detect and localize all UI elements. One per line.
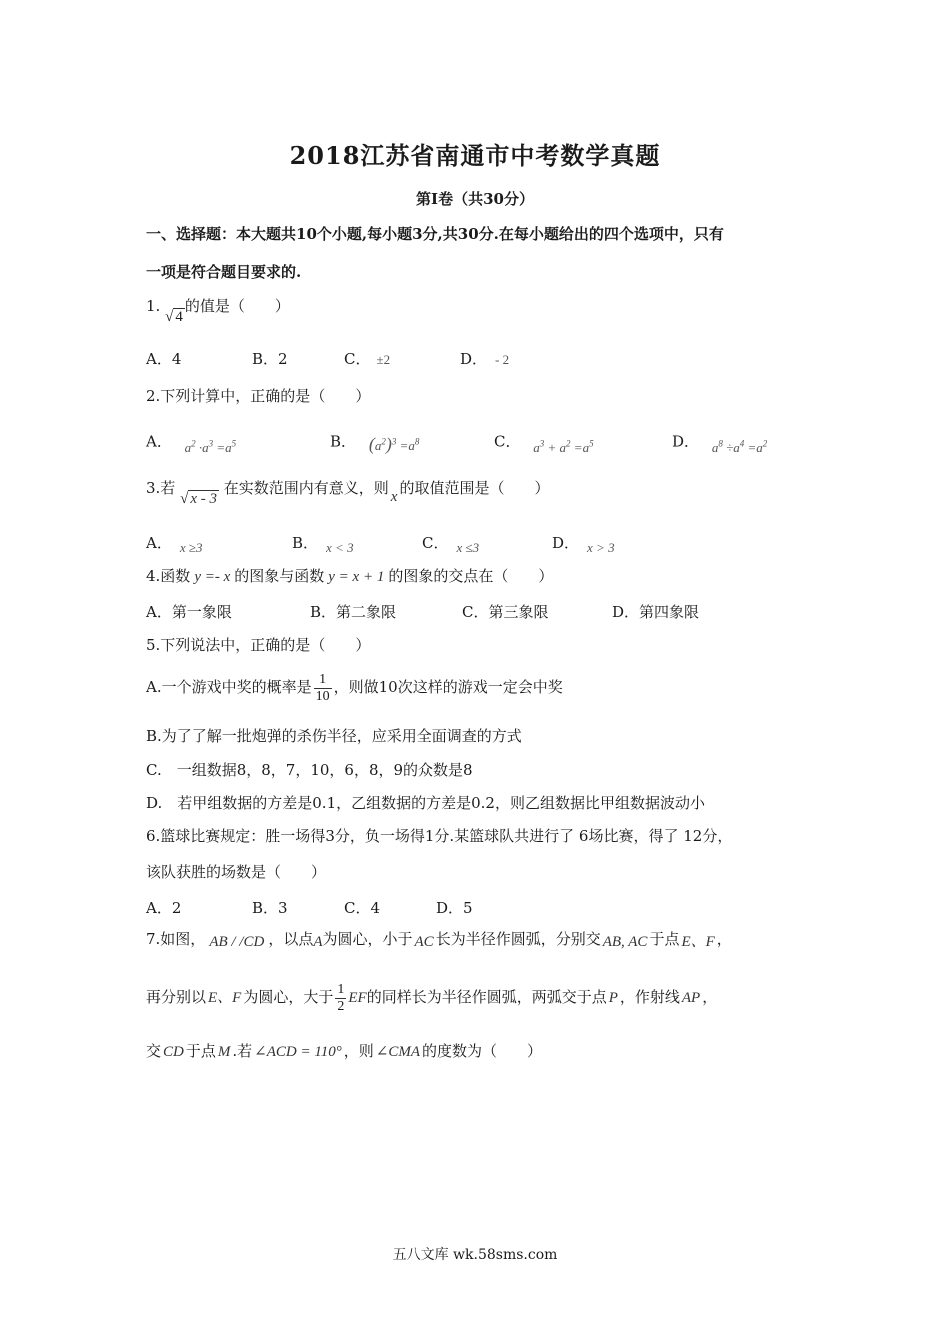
question-3-option-c: C． x ≤3 — [422, 534, 480, 555]
fraction: $\frac{1}{10}$ — [315, 671, 330, 704]
question-1-option-d: D． - 2 — [460, 350, 510, 368]
question-6-option-b: B．3 — [252, 899, 288, 917]
question-3-option-d: D． x > 3 — [552, 534, 615, 555]
question-5-option-a: A.一个游戏中奖的概率是 $\frac{1}{10}$ ，则做10次这样的游戏一定会中奖 — [146, 671, 563, 704]
section-instruction-line1: 一、选择题：本大题共10个小题,每小题3分,共30分.在每小题给出的四个选项中，只有 — [146, 225, 724, 243]
question-6-stem-line2: 该队获胜的场数是（ ） — [146, 863, 327, 881]
question-7-stem-line2: 再分别以 E、F 为圆心，大于 $\frac{1}{2}$ EF的同样长为半径作圆弧，两弧交于点 P ，作射线 AP ， — [146, 981, 718, 1014]
question-1-stem — [146, 296, 290, 325]
question-3-stem: 3.若 √ x - 3 在实数范围内有意义，则 x 的取值范围是（ ） — [146, 479, 550, 507]
paper-part-heading: 第Ⅰ卷（共30分） — [416, 190, 534, 208]
question-1-number: 1. — [146, 297, 161, 315]
question-5-stem: 5.下列说法中，正确的是（ ） — [146, 636, 371, 654]
question-3-option-b: B． x < 3 — [292, 534, 354, 555]
page-title: 2018江苏省南通市中考数学真题 — [289, 141, 661, 170]
question-5-option-d: D. 若甲组数据的方差是0.1，乙组数据的方差是0.2，则乙组数据比甲组数据波动小 — [146, 794, 705, 812]
question-6-stem-line1: 6.篮球比赛规定：胜一场得3分，负一场得1分.某篮球队共进行了 6场比赛，得了 12分， — [146, 827, 733, 845]
page-footer: 五八文库 wk.58sms.com — [392, 1247, 558, 1263]
question-4-option-b: B．第二象限 — [310, 603, 397, 621]
section-instruction-line2: 一项是符合题目要求的. — [146, 263, 302, 281]
question-2-option-d: D． $a^8 \div a^4 =a^2$ — [672, 432, 768, 456]
sqrt-expression: √ 4 — [165, 309, 183, 325]
fraction: $\frac{1}{2}$ — [337, 981, 345, 1014]
question-3-option-a: A． x ≥3 — [146, 534, 203, 555]
question-4-option-a: A．第一象限 — [146, 603, 232, 621]
question-4-option-d: D．第四象限 — [612, 603, 700, 621]
question-1-option-c: C． ±2 — [344, 350, 391, 368]
question-5-option-c: C. 一组数据8，8，7，10，6，8，9的众数是8 — [146, 761, 473, 779]
question-6-option-a: A．2 — [146, 899, 182, 917]
question-1-text: 的值是（ ） — [184, 297, 290, 315]
question-4-option-c: C．第三象限 — [462, 603, 549, 621]
question-7-stem-line1: 7.如图， AB / /CD ，以点A为圆心，小于 AC 长为半径作圆弧，分别交 AB, AC 于点 E、F ， — [146, 930, 732, 950]
question-2-stem: 2.下列计算中，正确的是（ ） — [146, 387, 371, 405]
question-6-option-c: C．4 — [344, 899, 381, 917]
question-2-option-a: A． $a^2 \cdot a^3 =a^5$ — [146, 432, 237, 456]
question-2-option-c: C． $a^3 + a^2 =a^5$ — [494, 432, 594, 456]
question-6-option-d: D．5 — [436, 899, 473, 917]
question-2-option-b: B． $(a^2)^3 =a^8$ — [330, 432, 420, 455]
question-7-stem-line3: 交 CD 于点 M .若 ∠ACD = 110° ，则 ∠CMA 的度数为（ ） — [146, 1042, 542, 1060]
question-1-option-a: A．4 — [146, 350, 182, 368]
question-1-option-b: B．2 — [252, 350, 288, 368]
question-5-option-b: B.为了了解一批炮弹的杀伤半径，应采用全面调查的方式 — [146, 727, 522, 745]
sqrt-expression: √ x - 3 — [180, 491, 217, 507]
question-4-stem: 4.函数 y =- x 的图象与函数 y = x + 1 的图象的交点在（ ） — [146, 567, 554, 585]
